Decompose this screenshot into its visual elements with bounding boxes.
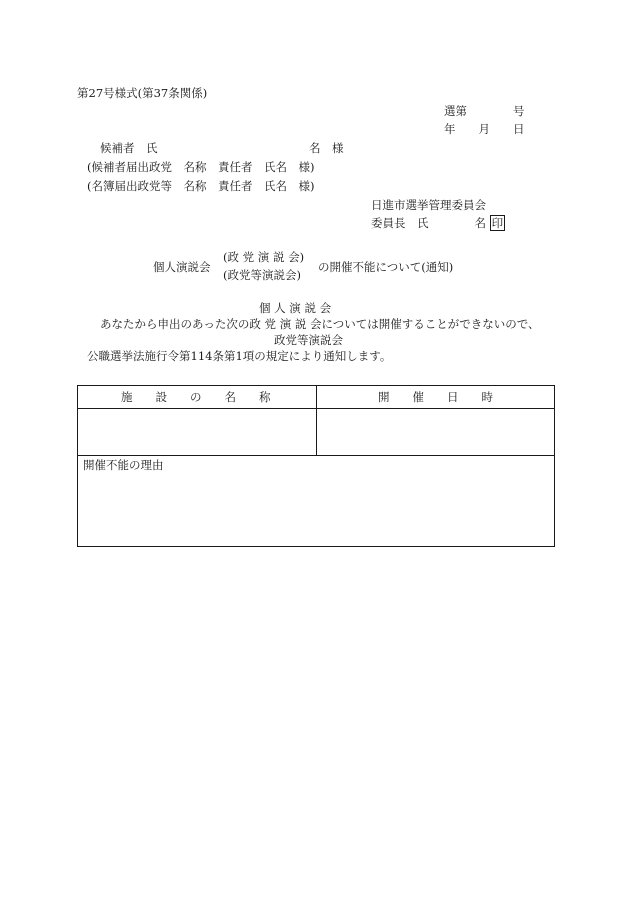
body-main: あなたから申出のあった次の政 党 演 説 会については開催することができないので、 <box>100 317 540 331</box>
recipient-list-party-line: (名簿届出政党等 名称 責任者 氏名 様) <box>87 179 315 193</box>
facility-name-cell <box>79 409 315 454</box>
table-row-divider <box>78 455 554 456</box>
recipient-candidate-left: 候補者 氏 <box>100 141 158 155</box>
recipient-candidate-right: 名 様 <box>309 141 344 155</box>
title-option-2: (政党等演説会) <box>223 268 301 282</box>
issuer-committee: 日進市選挙管理委員会 <box>371 198 486 212</box>
issuer-chair <box>371 218 505 230</box>
issue-number: 選第 号 <box>444 104 525 118</box>
header-facility-name: 施 設 の 名 称 <box>121 390 271 404</box>
date-time-cell <box>318 409 554 454</box>
title-prefix: 個人演説会 <box>153 260 211 274</box>
seal-stamp: 印 <box>491 216 504 230</box>
body-last: 公職選挙法施行令第114条第1項の規定により通知します。 <box>87 349 392 363</box>
form-number: 第27号様式(第37条関係) <box>77 86 208 100</box>
table-column-divider <box>316 386 317 455</box>
reason-label: 開催不能の理由 <box>83 458 164 472</box>
title-suffix: の開催不能について(通知) <box>318 260 454 274</box>
body-below: 政党等演説会 <box>274 333 343 347</box>
title-option-1: (政 党 演 説 会) <box>223 250 305 264</box>
recipient-party-line: (候補者届出政党 名称 責任者 氏名 様) <box>87 160 315 174</box>
notice-table <box>77 385 555 547</box>
issuer-chair-name: 委員長 氏 名 <box>371 216 486 230</box>
issue-date: 年 月 日 <box>444 122 525 136</box>
body-above: 個 人 演 説 会 <box>259 301 332 315</box>
header-date-time: 開 催 日 時 <box>378 390 493 404</box>
